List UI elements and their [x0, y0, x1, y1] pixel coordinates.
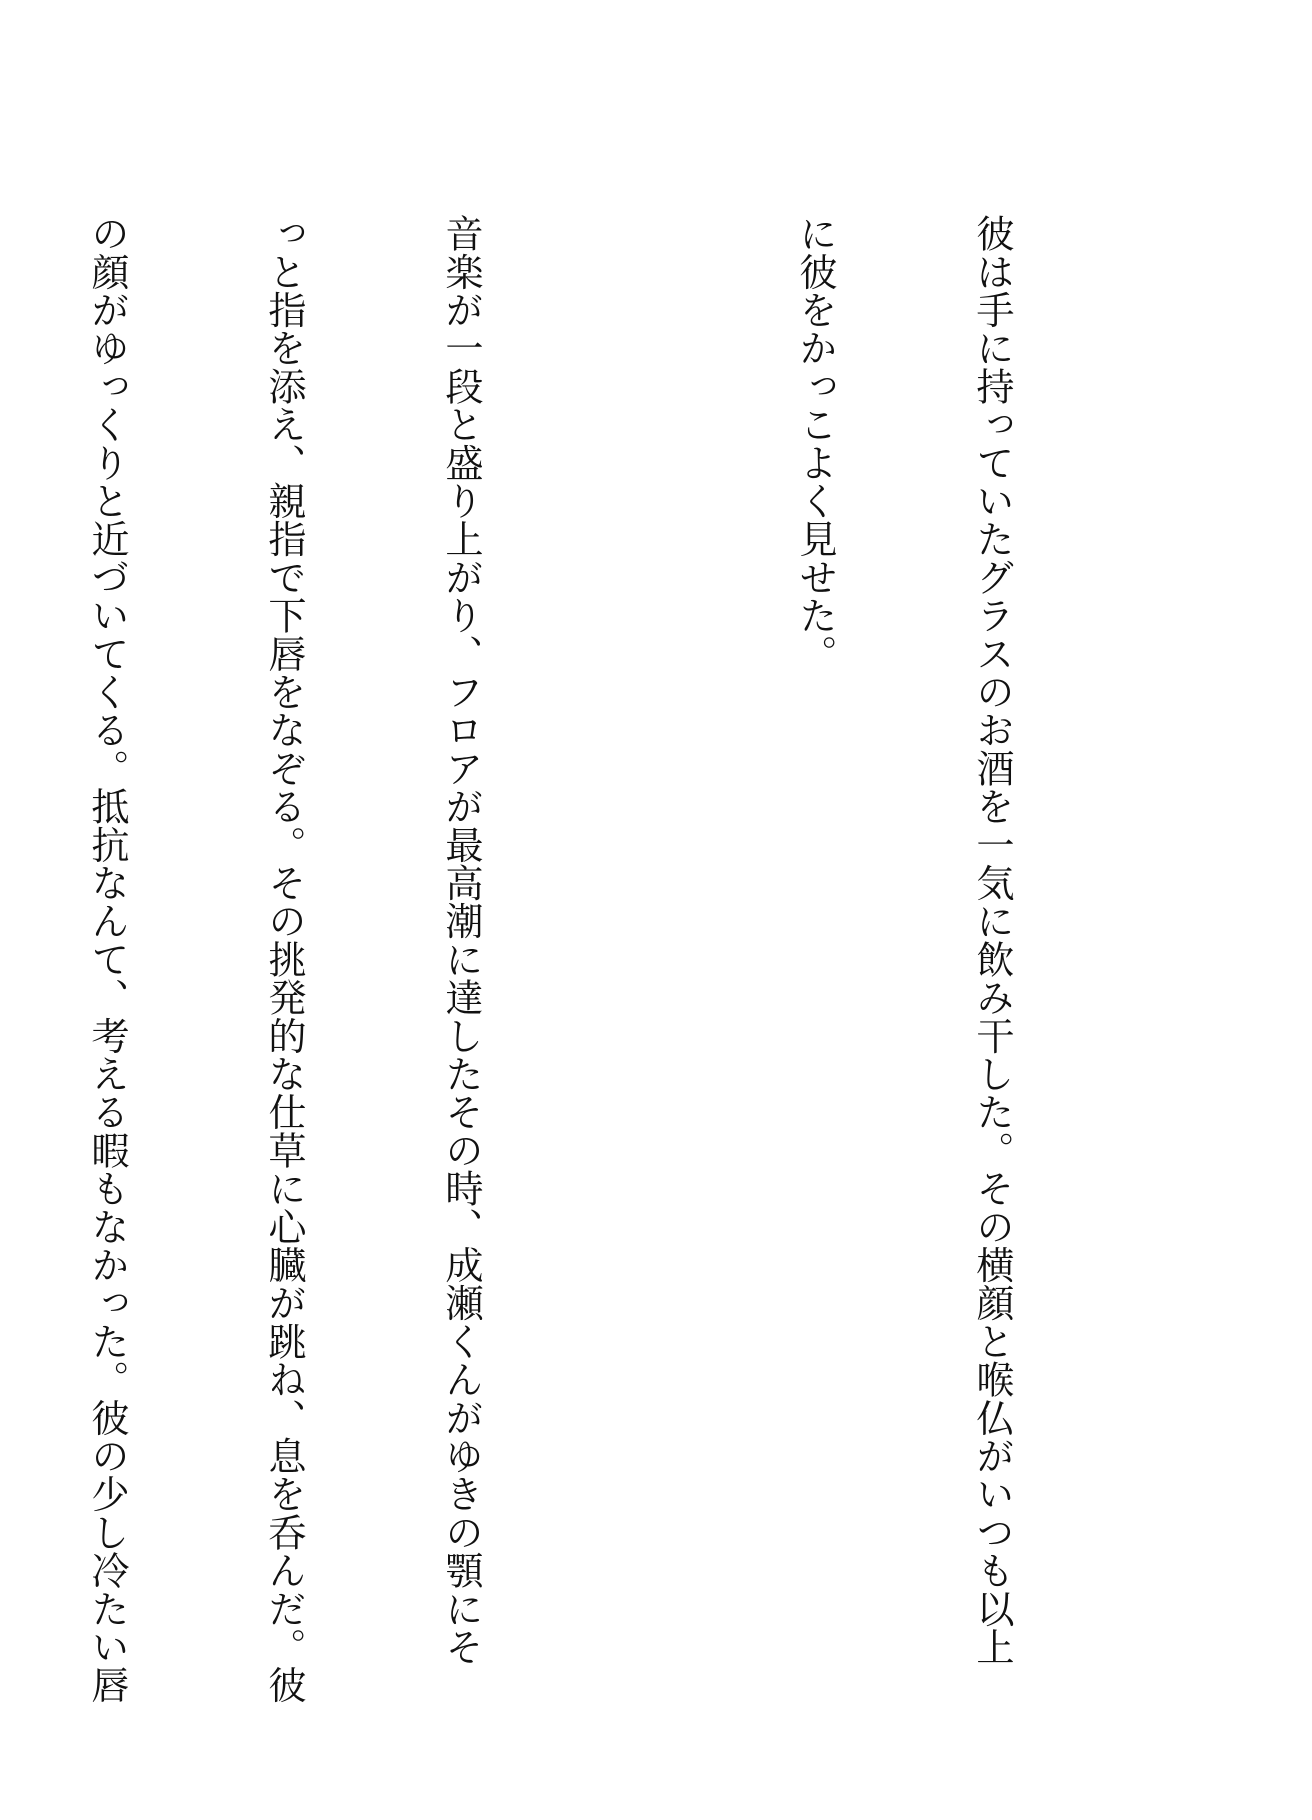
text-line: っと指を添え、親指で下唇をなぞる。その挑発的な仕草に心臓が跳ね、息を呑んだ。彼	[261, 214, 305, 1704]
paragraph-2	[0, 214, 607, 1704]
text-line: 音楽が一段と盛り上がり、フロアが最高潮に達したその時、成瀬くんがゆきの顎にそ	[438, 214, 482, 1666]
text-line: の顔がゆっくりと近づいてくる。抵抗なんて、考える暇もなかった。彼の少し冷たい唇	[84, 214, 128, 1704]
text-line: 彼は手に持っていたグラスのお酒を一気に飲み干した。その横顔と喉仏がいつも以上	[969, 214, 1013, 1666]
paragraph-1	[666, 214, 1138, 1664]
paragraph-gap	[607, 214, 666, 1664]
vertical-text-body	[84, 214, 1138, 1704]
text-line: に彼をかっこよく見せた。	[792, 214, 836, 673]
